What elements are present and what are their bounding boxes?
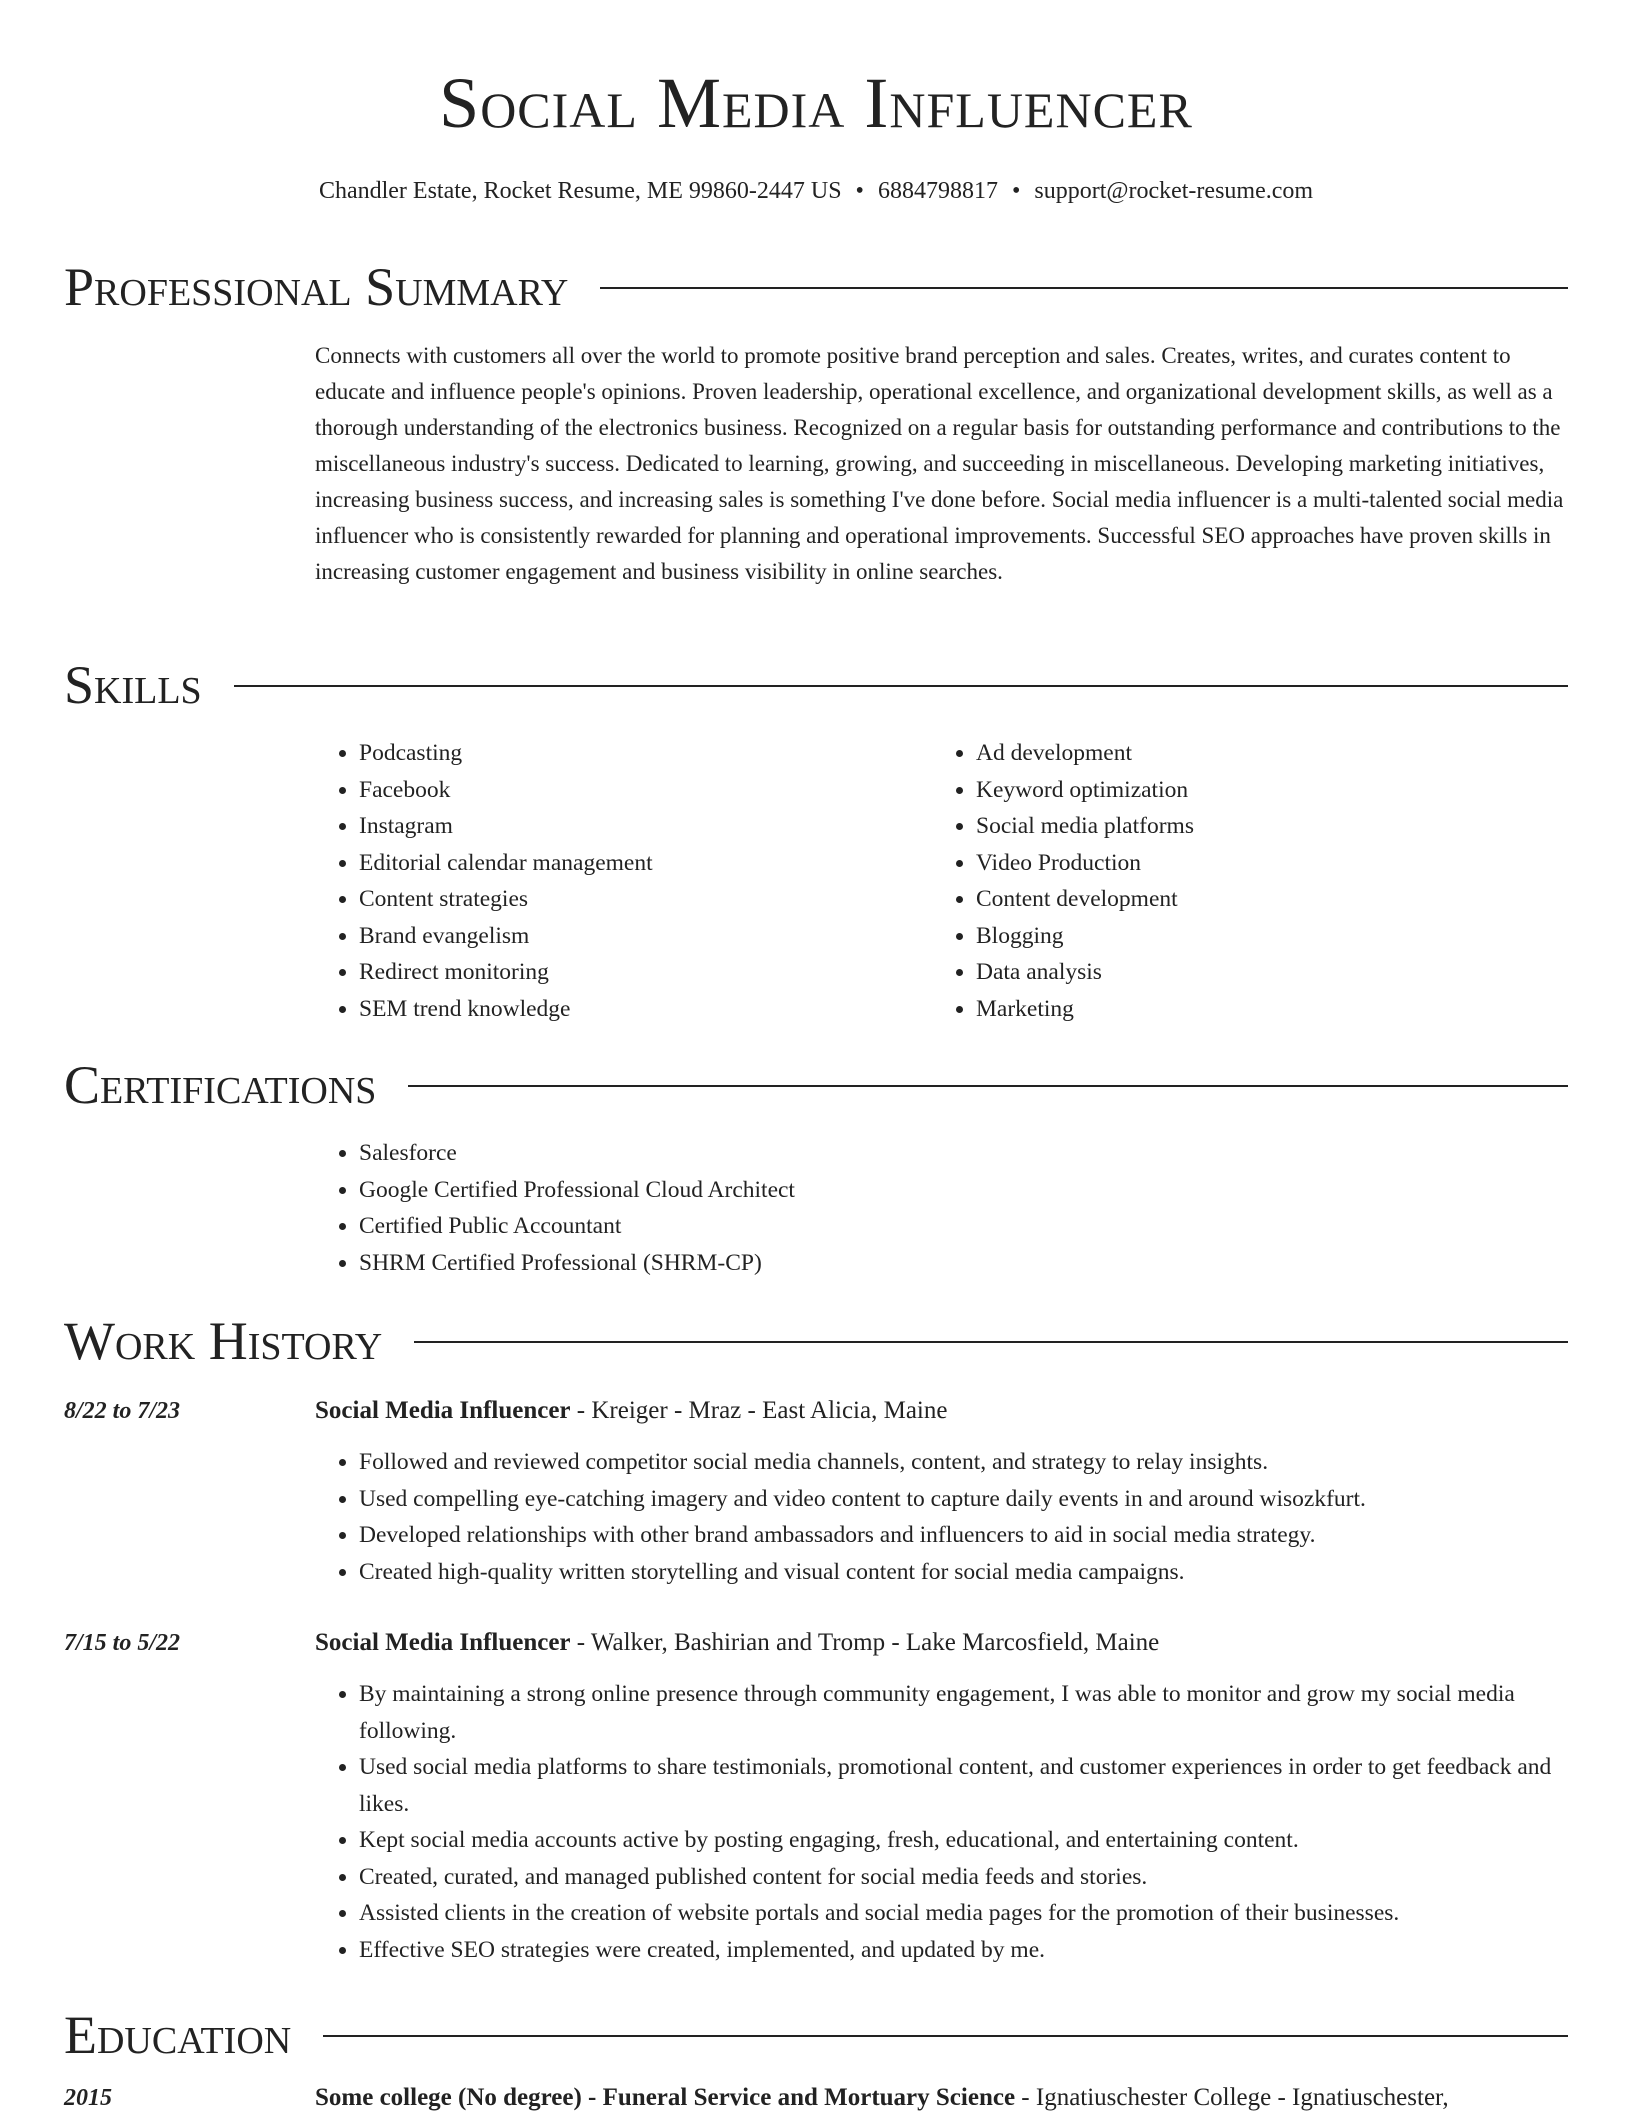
- skill-item: • Brand evangelism: [359, 918, 915, 955]
- skill-item: • Video Production: [976, 845, 1532, 882]
- certification-item: • Certified Public Accountant: [359, 1208, 1315, 1245]
- job-duty-item: • Used compelling eye-catching imagery and video content to capture daily events in and around wisozkfurt.: [359, 1481, 1568, 1518]
- certifications-list: [315, 1135, 1315, 1281]
- job-duty-item: • Used social media platforms to share testimonials, promotional content, and customer experiences in order to get feedback and likes.: [359, 1749, 1568, 1822]
- skill-item: • Content strategies: [359, 881, 915, 918]
- skill-item: • Facebook: [359, 772, 915, 809]
- certifications-block: [315, 1135, 1315, 1281]
- job-duty-item: • Developed relationships with other brand ambassadors and influencers to aid in social media strategy.: [359, 1517, 1568, 1554]
- skill-item: • Instagram: [359, 808, 915, 845]
- section-title: Skills: [64, 655, 202, 715]
- section-divider: [600, 287, 1568, 289]
- certification-item: • SHRM Certified Professional (SHRM-CP): [359, 1245, 1315, 1282]
- section-education: [64, 2000, 1568, 2070]
- skill-item: • SEM trend knowledge: [359, 991, 915, 1028]
- job-duties: [315, 1676, 1568, 1968]
- job-duty-item: • Followed and reviewed competitor social media channels, content, and strategy to relay insights.: [359, 1444, 1568, 1481]
- skill-item: • Editorial calendar management: [359, 845, 915, 882]
- address: Chandler Estate, Rocket Resume, ME 99860-2447 US: [318, 178, 842, 204]
- job-title: Social Media Influencer: [315, 1629, 571, 1656]
- skill-item: • Marketing: [976, 991, 1532, 1028]
- contact-line: [0, 174, 1632, 208]
- skills-list: [315, 735, 915, 1027]
- skill-item: • Redirect monitoring: [359, 954, 915, 991]
- separator-dot: •: [855, 178, 864, 204]
- certification-item: • Google Certified Professional Cloud Architect: [359, 1172, 1315, 1209]
- section-title: Certifications: [64, 1055, 377, 1115]
- education-year: 2015: [64, 2085, 112, 2111]
- section-divider: [408, 1085, 1568, 1087]
- job-duties: [315, 1444, 1568, 1590]
- skill-item: • Podcasting: [359, 735, 915, 772]
- education-heading: [315, 2081, 1568, 2115]
- education-school: - Ignatiuschester College - Ignatiuschester,: [1015, 2084, 1449, 2111]
- email[interactable]: support@rocket-resume.com: [1034, 178, 1314, 204]
- skills-list: [932, 735, 1532, 1027]
- skills-column-left: [315, 735, 915, 1027]
- education-degree: Some college (No degree) - Funeral Service and Mortuary Science: [315, 2084, 1016, 2111]
- skill-item: • Content development: [976, 881, 1532, 918]
- section-skills: [64, 650, 1568, 720]
- skill-item: • Ad development: [976, 735, 1532, 772]
- certification-item: • Salesforce: [359, 1135, 1315, 1172]
- job-dates: 8/22 to 7/23: [64, 1398, 181, 1424]
- job-heading: [315, 1626, 1568, 1660]
- section-title: Professional Summary: [64, 257, 569, 317]
- skill-item: • Data analysis: [976, 954, 1532, 991]
- job-heading: [315, 1394, 1568, 1428]
- section-work-history: [64, 1306, 1568, 1376]
- separator-dot: •: [1011, 178, 1021, 204]
- skill-item: • Social media platforms: [976, 808, 1532, 845]
- job-duty-item: • Kept social media accounts active by posting engaging, fresh, educational, and entertaining content.: [359, 1822, 1568, 1859]
- skill-item: • Keyword optimization: [976, 772, 1532, 809]
- candidate-name: Social Media Influencer: [439, 63, 1193, 143]
- job-duty-item: • Created high-quality written storytelling and visual content for social media campaigns.: [359, 1554, 1568, 1591]
- section-professional-summary: [64, 252, 1568, 322]
- job-duties-list: [315, 1444, 1568, 1590]
- section-title: Education: [64, 2005, 292, 2065]
- job-employer: - Kreiger - Mraz - East Alicia, Maine: [570, 1397, 948, 1424]
- section-divider: [414, 1341, 1568, 1343]
- phone: 6884798817: [877, 178, 998, 204]
- section-divider: [323, 2035, 1568, 2037]
- job-duty-item: • Assisted clients in the creation of website portals and social media pages for the promotion of their businesses.: [359, 1895, 1568, 1932]
- section-title: Work History: [64, 1311, 383, 1371]
- job-duty-item: • Created, curated, and managed published content for social media feeds and stories.: [359, 1859, 1568, 1896]
- skills-column-right: [932, 735, 1532, 1027]
- job-dates: 7/15 to 5/22: [64, 1630, 181, 1656]
- summary-text: Connects with customers all over the world to promote positive brand perception and sales. Creates, writes, and curates content to educate and influence people's opinions. Proven leadership, operational excellence, and organizational development skills, as well as a thorough understanding of the electronics business. Recognized on a regular basis for outstanding performance and contributions to the miscellaneous industry's success. Dedicated to learning, growing, and succeeding in miscellaneous. Developing marketing initiatives, increasing business success, and increasing sales is something I've done before. Social media influencer is a multi-talented social media influencer who is consistently rewarded for planning and operational improvements. Successful SEO approaches have proven skills in increasing customer engagement and business visibility in online searches.: [315, 343, 1564, 584]
- job-employer: - Walker, Bashirian and Tromp - Lake Marcosfield, Maine: [570, 1629, 1160, 1656]
- section-divider: [234, 685, 1568, 687]
- job-duty-item: • By maintaining a strong online presence through community engagement, I was able to monitor and grow my social media following.: [359, 1676, 1568, 1749]
- job-duty-item: • Effective SEO strategies were created, implemented, and updated by me.: [359, 1932, 1568, 1969]
- job-duties-list: [315, 1676, 1568, 1968]
- skill-item: • Blogging: [976, 918, 1532, 955]
- section-certifications: [64, 1050, 1568, 1120]
- job-title: Social Media Influencer: [315, 1397, 571, 1424]
